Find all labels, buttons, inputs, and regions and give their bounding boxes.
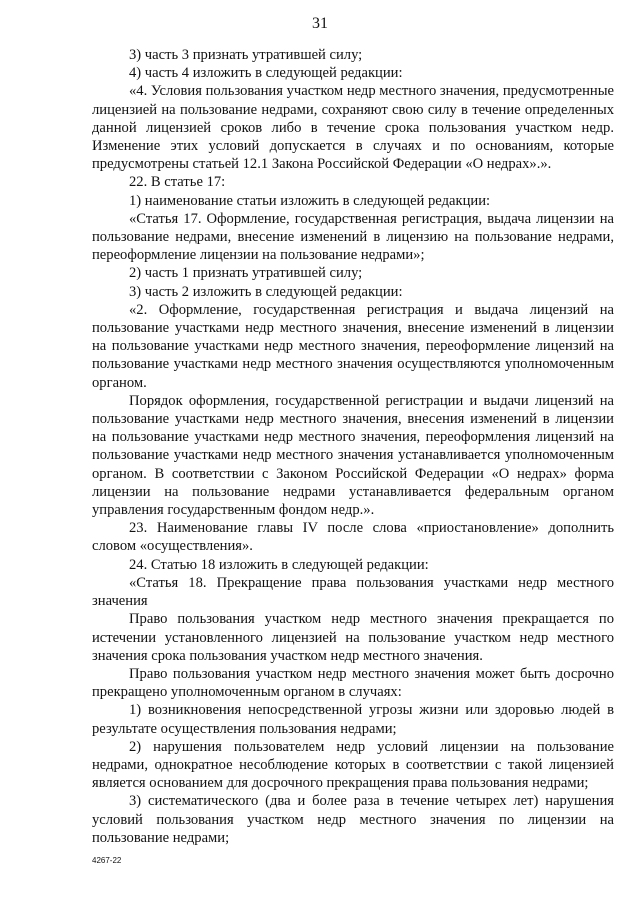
paragraph: 3) часть 3 признать утратившей силу; (129, 47, 363, 63)
paragraph: Право пользования участком недр местного значения прекращается по истечении установленного лицензией на пользование участком недр местного значения срока пользования участком недр местного значения. (92, 611, 614, 664)
paragraph: 23. Наименование главы IV после слова «приостановление» дополнить словом «осуществления». (92, 520, 614, 555)
paragraph: Право пользования участком недр местного значения может быть досрочно прекращено уполномоченным органом в случаях: (92, 665, 614, 701)
paragraph: «2. Оформление, государственная регистрация и выдача лицензий на пользование участками недр местного значения, внесение изменений в лицензии на пользование участками недр местного значения, переоформление лицензий на пользование участками недр местного значения осуществляются уполномоченным органом. (92, 301, 614, 391)
paragraph: «4. Условия пользования участком недр местного значения, предусмотренные лицензией на пользование недрами, сохраняют свою силу в течение определенных данной лицензией сроков либо в течение срока пользования участком недр. Изменение этих условий допускается в случаях и по основаниям, которые предусмотрены статьей 12.1 Закона Российской Федерации «О недрах».». (92, 83, 614, 173)
page-number: 31 (312, 15, 328, 32)
paragraph: 1) наименование статьи изложить в следующей редакции: (129, 192, 491, 209)
paragraph: 22. В статье 17: (129, 174, 226, 191)
paragraph: 4) часть 4 изложить в следующей редакции: (129, 65, 403, 82)
paragraph: Порядок оформления, государственной регистрации и выдачи лицензий на пользование участками недр местного значения, внесения изменений в лицензии на пользование участками недр местного значения, переоформления лицензий на пользование участками недр местного значения устанавливается уполномоченным органом. В соответствии с Законом Российской Федерации «О недрах» форма лицензии на пользование недрами устанавливается федеральным органом управления государственным фондом недр.». (92, 392, 614, 519)
document-body (92, 46, 614, 847)
paragraph: 1) возникновения непосредственной угрозы жизни или здоровью людей в результате осуществления пользования недрами; (92, 702, 614, 737)
paragraph: 3) систематического (два и более раза в течение четырех лет) нарушения условий пользования участком недр местного значения по лицензии на пользование недрами; (92, 793, 614, 846)
paragraph: «Статья 17. Оформление, государственная регистрация, выдача лицензии на пользование недрами, внесение изменений в лицензию на пользование недрами, переоформление лицензии на пользование недрами»; (92, 210, 614, 264)
paragraph: 2) нарушения пользователем недр условий лицензии на пользование недрами, однократное несоблюдение которых в соответствии с такой лицензией является основанием для досрочного прекращения права пользования недрами; (92, 738, 614, 792)
document-code: 4267-22 (92, 856, 122, 865)
paragraph: 2) часть 1 признать утратившей силу; (129, 265, 363, 282)
paragraph: «Статья 18. Прекращение права пользования участками недр местного значения (92, 574, 614, 610)
paragraph: 24. Статью 18 изложить в следующей редакции: (129, 556, 429, 573)
paragraph: 3) часть 2 изложить в следующей редакции: (129, 283, 403, 300)
